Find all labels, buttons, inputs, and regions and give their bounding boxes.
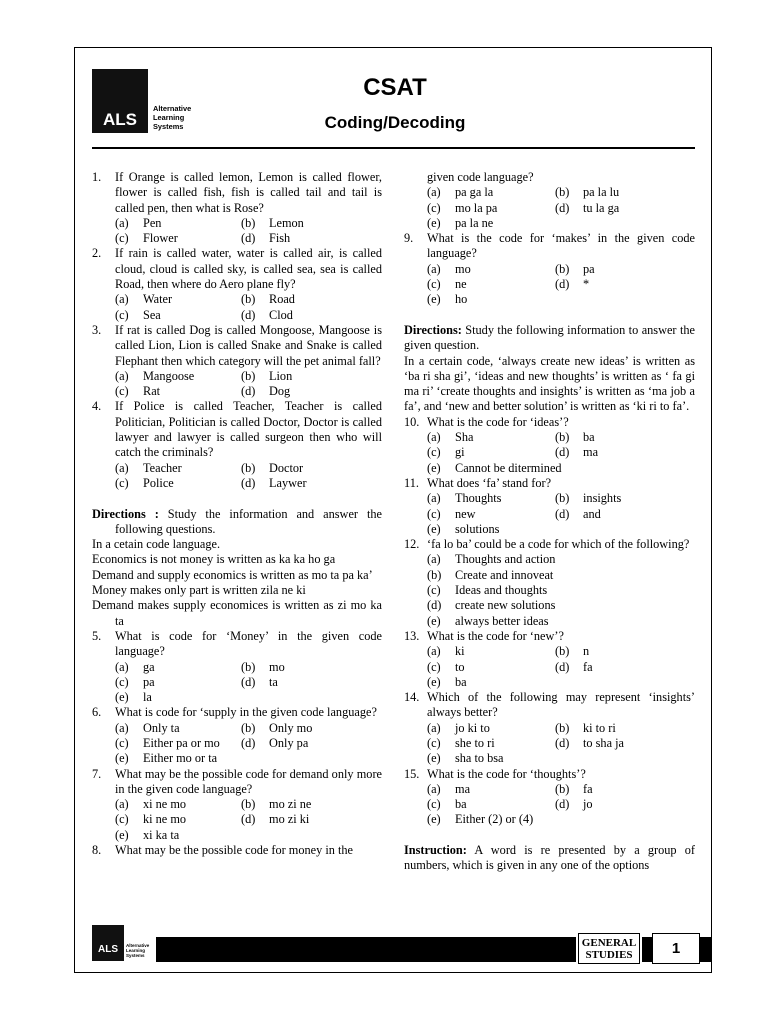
question-number: 6.: [92, 705, 102, 720]
directions-text: Study the information and answer the following questions.: [115, 506, 382, 536]
options-grid: [427, 491, 695, 537]
option-label: (d): [427, 598, 442, 613]
option-label: (b): [555, 430, 570, 445]
option-text: ne: [455, 277, 467, 292]
option-label: (e): [115, 751, 129, 766]
option-label: (c): [427, 445, 441, 460]
option-text: Flower: [143, 231, 178, 246]
option-label: (a): [115, 368, 129, 383]
option-text: Dog: [269, 384, 291, 399]
option-text: Police: [143, 475, 174, 490]
question-9: [404, 231, 695, 262]
option-text: to: [455, 659, 465, 674]
option-label: (b): [555, 491, 570, 506]
option-text: mo zi ki: [269, 812, 310, 827]
option-label: (e): [427, 613, 441, 628]
option-text: ki: [455, 644, 465, 659]
option-label: (a): [115, 292, 129, 307]
option-text: *: [583, 277, 590, 292]
section-line: GENERAL: [581, 937, 637, 949]
right-column: [404, 170, 695, 874]
option-label: (a): [427, 781, 441, 796]
question-text: What is the code for ‘new’?: [427, 628, 564, 643]
option-label: (b): [241, 720, 256, 735]
option-text: ki to ri: [583, 720, 616, 735]
option-text: pa la lu: [583, 185, 620, 200]
question-number: 13.: [404, 628, 420, 643]
option-text: mo la pa: [455, 200, 498, 215]
option-label: (e): [427, 812, 441, 827]
option-label: (a): [427, 491, 441, 506]
info-line: Demand and supply economics is written as mo ta pa ka’: [92, 567, 373, 582]
option-text: pa ga la: [455, 185, 494, 200]
option-label: (c): [115, 231, 129, 246]
option-label: (b): [241, 797, 256, 812]
option-text: Rat: [143, 384, 161, 399]
options-grid: [115, 292, 382, 323]
option-text: xi ka ta: [143, 827, 180, 842]
option-text: Laywer: [269, 475, 307, 490]
option-text: she to ri: [455, 736, 495, 750]
option-label: (c): [427, 200, 441, 215]
question-8: [92, 843, 382, 858]
option-label: (b): [555, 644, 570, 659]
question-text: What is code for ‘Money’ in the given code language?: [115, 628, 382, 659]
option-label: (c): [115, 812, 129, 827]
option-label: (e): [115, 690, 129, 705]
footer-logo-text: ALS: [98, 944, 118, 955]
option-label: (e): [427, 460, 441, 475]
option-label: (d): [555, 200, 570, 215]
option-label: (d): [555, 277, 570, 292]
option-label: (a): [427, 720, 441, 735]
option-text: pa: [143, 674, 155, 689]
instruction-block: [404, 843, 695, 874]
option-label: (d): [241, 475, 256, 490]
option-label: (b): [241, 659, 256, 674]
option-text: ba: [583, 430, 595, 445]
directions-block: [404, 323, 695, 354]
options-grid: [115, 369, 382, 400]
option-text: Only ta: [143, 720, 180, 735]
question-13: [404, 629, 695, 644]
question-text: What is the code for ‘thoughts’?: [427, 766, 586, 781]
question-12: [404, 537, 695, 552]
question-text: What may be the possible code for money in the: [115, 843, 354, 858]
question-3: [92, 323, 382, 369]
option-text: ga: [143, 659, 155, 674]
directions-label: Directions :: [92, 506, 159, 521]
footer-logo: [92, 925, 124, 961]
option-text: Teacher: [143, 460, 182, 475]
option-text: Thoughts and action: [455, 552, 556, 567]
option-text: Lion: [269, 368, 293, 383]
question-text: If rain is called water, water is called air, is called cloud, cloud is called sky, is called sea, sea is called Road, then where do Aero plane fly?: [115, 246, 382, 292]
directions-label: Directions:: [404, 322, 462, 337]
option-label: (e): [427, 521, 441, 536]
option-text: Either (2) or (4): [455, 812, 534, 827]
option-label: (d): [555, 506, 570, 521]
option-label: (a): [427, 430, 441, 445]
question-text: If rat is called Dog is called Mongoose, Mangoose is called Lion, Lion is called Snake and Snake is called Flephant then which category will the pet animal fall?: [115, 322, 382, 368]
question-number: 15.: [404, 766, 420, 781]
option-text: always better ideas: [455, 613, 549, 628]
option-label: (d): [241, 231, 256, 246]
option-label: (c): [427, 583, 441, 598]
option-label: (e): [427, 292, 441, 307]
question-7: [92, 767, 382, 798]
question-number: 3.: [92, 322, 102, 337]
logo-text: ALS: [103, 110, 137, 129]
directions-block: [92, 507, 382, 538]
question-number: 5.: [92, 628, 102, 643]
options-grid: [427, 782, 695, 828]
option-label: (b): [241, 292, 256, 307]
section-line: STUDIES: [585, 949, 633, 961]
question-number: 4.: [92, 399, 102, 414]
option-text: Either pa or mo: [143, 735, 220, 750]
option-label: (d): [241, 674, 256, 689]
page-subtitle: Coding/Decoding: [324, 113, 466, 132]
question-14: [404, 690, 695, 721]
option-text: ba: [455, 674, 467, 689]
option-label: (e): [427, 674, 441, 689]
option-text: ba: [455, 797, 467, 812]
option-text: new: [455, 506, 476, 521]
info-line: Economics is not money is written as ka ka ho ga: [92, 552, 336, 567]
option-label: (c): [115, 384, 129, 399]
option-text: solutions: [455, 521, 500, 536]
option-label: (b): [241, 460, 256, 475]
option-text: Road: [269, 292, 295, 307]
option-text: tu la ga: [583, 200, 620, 215]
option-label: (a): [427, 644, 441, 659]
option-label: (a): [427, 261, 441, 276]
info-line: In a cetain code language.: [92, 537, 221, 552]
option-label: (b): [555, 781, 570, 796]
option-label: (d): [555, 445, 570, 460]
question-text: What is the code for ‘makes’ in the given code language?: [427, 231, 695, 261]
option-label: (c): [115, 307, 129, 322]
option-text: sha to bsa: [455, 751, 504, 766]
question-1: [92, 170, 382, 216]
option-label: (e): [427, 215, 441, 230]
option-label: (c): [427, 736, 441, 750]
options-grid: [115, 797, 382, 843]
options-grid: [115, 216, 382, 247]
option-label: (b): [241, 215, 256, 230]
info-paragraph: In a certain code, ‘always create new ideas’ is written as ‘ba ri sha gi’, ‘ideas and new thoughts’ is written as ‘ fa gi ma ri’ ‘create thoughts and insights’ is written as ‘ma job a fa’, and ‘new and better solution’ is written as ‘ki ri to fa’.: [404, 353, 695, 414]
option-text: ma: [583, 445, 599, 460]
question-6: [92, 705, 382, 720]
left-column: [92, 170, 382, 858]
option-label: (a): [115, 720, 129, 735]
question-5: [92, 629, 382, 660]
question-10: [404, 415, 695, 430]
option-label: (d): [555, 797, 570, 812]
option-text: n: [583, 644, 590, 659]
option-text: Only pa: [269, 735, 309, 750]
option-label: (b): [555, 720, 570, 735]
option-label: (c): [427, 797, 441, 812]
option-text: mo: [455, 261, 471, 276]
option-text: to sha ja: [583, 736, 624, 750]
option-text: mo: [269, 659, 285, 674]
option-text: ki ne mo: [143, 812, 187, 827]
logo-subtitle: [153, 104, 191, 131]
question-number: 10.: [404, 414, 420, 429]
option-text: gi: [455, 445, 465, 460]
option-text: Fish: [269, 231, 291, 246]
question-number: 14.: [404, 690, 420, 705]
option-text: Create and innoveat: [455, 567, 554, 582]
question-text: What does ‘fa’ stand for?: [427, 475, 552, 490]
option-text: Pen: [143, 215, 162, 230]
option-text: Cannot be ditermined: [455, 460, 562, 475]
question-text: What is code for ‘supply in the given code language?: [115, 705, 377, 720]
question-number: 8.: [92, 843, 102, 858]
question-text: given code language?: [427, 170, 534, 184]
option-text: ta: [269, 674, 278, 689]
option-text: Only mo: [269, 720, 313, 735]
option-text: insights: [583, 491, 622, 506]
question-text: What is the code for ‘ideas’?: [427, 414, 569, 429]
option-text: jo: [583, 797, 593, 812]
option-text: ma: [455, 781, 471, 796]
footer-logo-subtitle: [126, 943, 149, 958]
option-text: create new solutions: [455, 598, 556, 613]
option-label: (a): [115, 215, 129, 230]
question-number: 1.: [92, 170, 102, 184]
option-text: fa: [583, 781, 593, 796]
option-label: (b): [555, 185, 570, 200]
instruction-text: A word is re presented by a group of numbers, which is given in any one of the options: [404, 843, 695, 873]
option-text: Sea: [143, 307, 161, 322]
option-label: (a): [427, 552, 441, 567]
option-text: Water: [143, 292, 173, 307]
option-label: (c): [115, 475, 129, 490]
instruction-label: Instruction:: [404, 843, 467, 858]
question-15: [404, 767, 695, 782]
options-grid: [115, 721, 382, 767]
logo-sub-line: Learning: [153, 113, 185, 122]
option-label: (d): [241, 812, 256, 827]
als-logo: [92, 69, 148, 133]
option-text: Sha: [455, 430, 474, 445]
question-text: ‘fa lo ba’ could be a code for which of the following?: [427, 537, 690, 552]
option-label: (a): [115, 797, 129, 812]
option-label: (d): [555, 736, 570, 750]
option-label: (c): [427, 277, 441, 292]
options-grid: [427, 185, 695, 231]
option-text: and: [583, 506, 601, 521]
question-number: 11.: [404, 475, 419, 490]
directions-text: Study the following information to answer the given question.: [404, 322, 695, 353]
question-number: 12.: [404, 537, 420, 552]
option-label: (c): [427, 659, 441, 674]
info-line: Money makes only part is written zila ne ki: [92, 583, 306, 598]
options-grid: [115, 660, 382, 706]
option-label: (a): [115, 659, 129, 674]
footer-bar: [156, 937, 576, 962]
options-grid: [427, 644, 695, 690]
option-label: (e): [115, 827, 129, 842]
question-number: 2.: [92, 246, 102, 261]
option-label: (a): [115, 460, 129, 475]
header-divider: [92, 147, 695, 149]
option-label: (d): [241, 307, 256, 322]
option-label: (a): [427, 185, 441, 200]
question-4: [92, 399, 382, 460]
option-text: Doctor: [269, 460, 304, 475]
question-text: If Police is called Teacher, Teacher is called Politician, Politician is called Doctor, Doctor is called lawyer and lawyer is called surgeon then who will catch the criminals?: [115, 399, 382, 460]
option-text: Mangoose: [143, 368, 195, 383]
option-text: xi ne mo: [143, 797, 187, 812]
info-line: Demand makes supply economices is written as zi mo ka ta: [92, 598, 382, 628]
option-label: (c): [115, 735, 129, 750]
logo-sub-line: Alternative: [126, 943, 150, 948]
options-list: [427, 552, 695, 629]
section-label: [578, 933, 640, 964]
question-text: Which of the following may represent ‘insights’ always better?: [427, 690, 695, 720]
logo-sub-line: Systems: [126, 953, 145, 958]
option-text: jo ki to: [455, 720, 490, 735]
options-grid: [115, 461, 382, 492]
option-label: (d): [241, 384, 256, 399]
logo-sub-line: Learning: [126, 948, 146, 953]
options-grid: [427, 262, 695, 308]
question-text: What may be the possible code for demand only more in the given code language?: [115, 766, 382, 796]
option-text: Lemon: [269, 215, 304, 230]
question-11: [404, 476, 695, 491]
question-number: 9.: [404, 231, 414, 246]
option-label: (c): [115, 674, 129, 689]
option-label: (c): [427, 506, 441, 521]
option-label: (b): [555, 261, 570, 276]
option-text: Ideas and thoughts: [455, 583, 548, 598]
option-text: Thoughts: [455, 491, 502, 506]
options-grid: [427, 430, 695, 476]
logo-sub-line: Systems: [153, 122, 184, 131]
options-grid: [427, 721, 695, 767]
option-text: Either mo or ta: [143, 751, 218, 766]
question-text: If Orange is called lemon, Lemon is called flower, flower is called fish, fish is called tail and tail is called pen, then what is Rose?: [115, 170, 382, 215]
option-label: (b): [241, 368, 256, 383]
option-text: ho: [455, 292, 468, 307]
option-text: fa: [583, 659, 593, 674]
page-title: CSAT: [363, 74, 427, 101]
question-2: [92, 246, 382, 292]
option-text: pa la ne: [455, 215, 494, 230]
option-label: (e): [427, 751, 441, 766]
logo-sub-line: Alternative: [153, 104, 192, 113]
option-label: (d): [241, 735, 256, 750]
option-text: pa: [583, 261, 595, 276]
question-number: 7.: [92, 766, 102, 781]
option-text: la: [143, 690, 152, 705]
page-number: 1: [652, 933, 700, 964]
option-text: mo zi ne: [269, 797, 312, 812]
option-label: (b): [427, 567, 442, 582]
option-label: (d): [555, 659, 570, 674]
option-text: Clod: [269, 307, 293, 322]
